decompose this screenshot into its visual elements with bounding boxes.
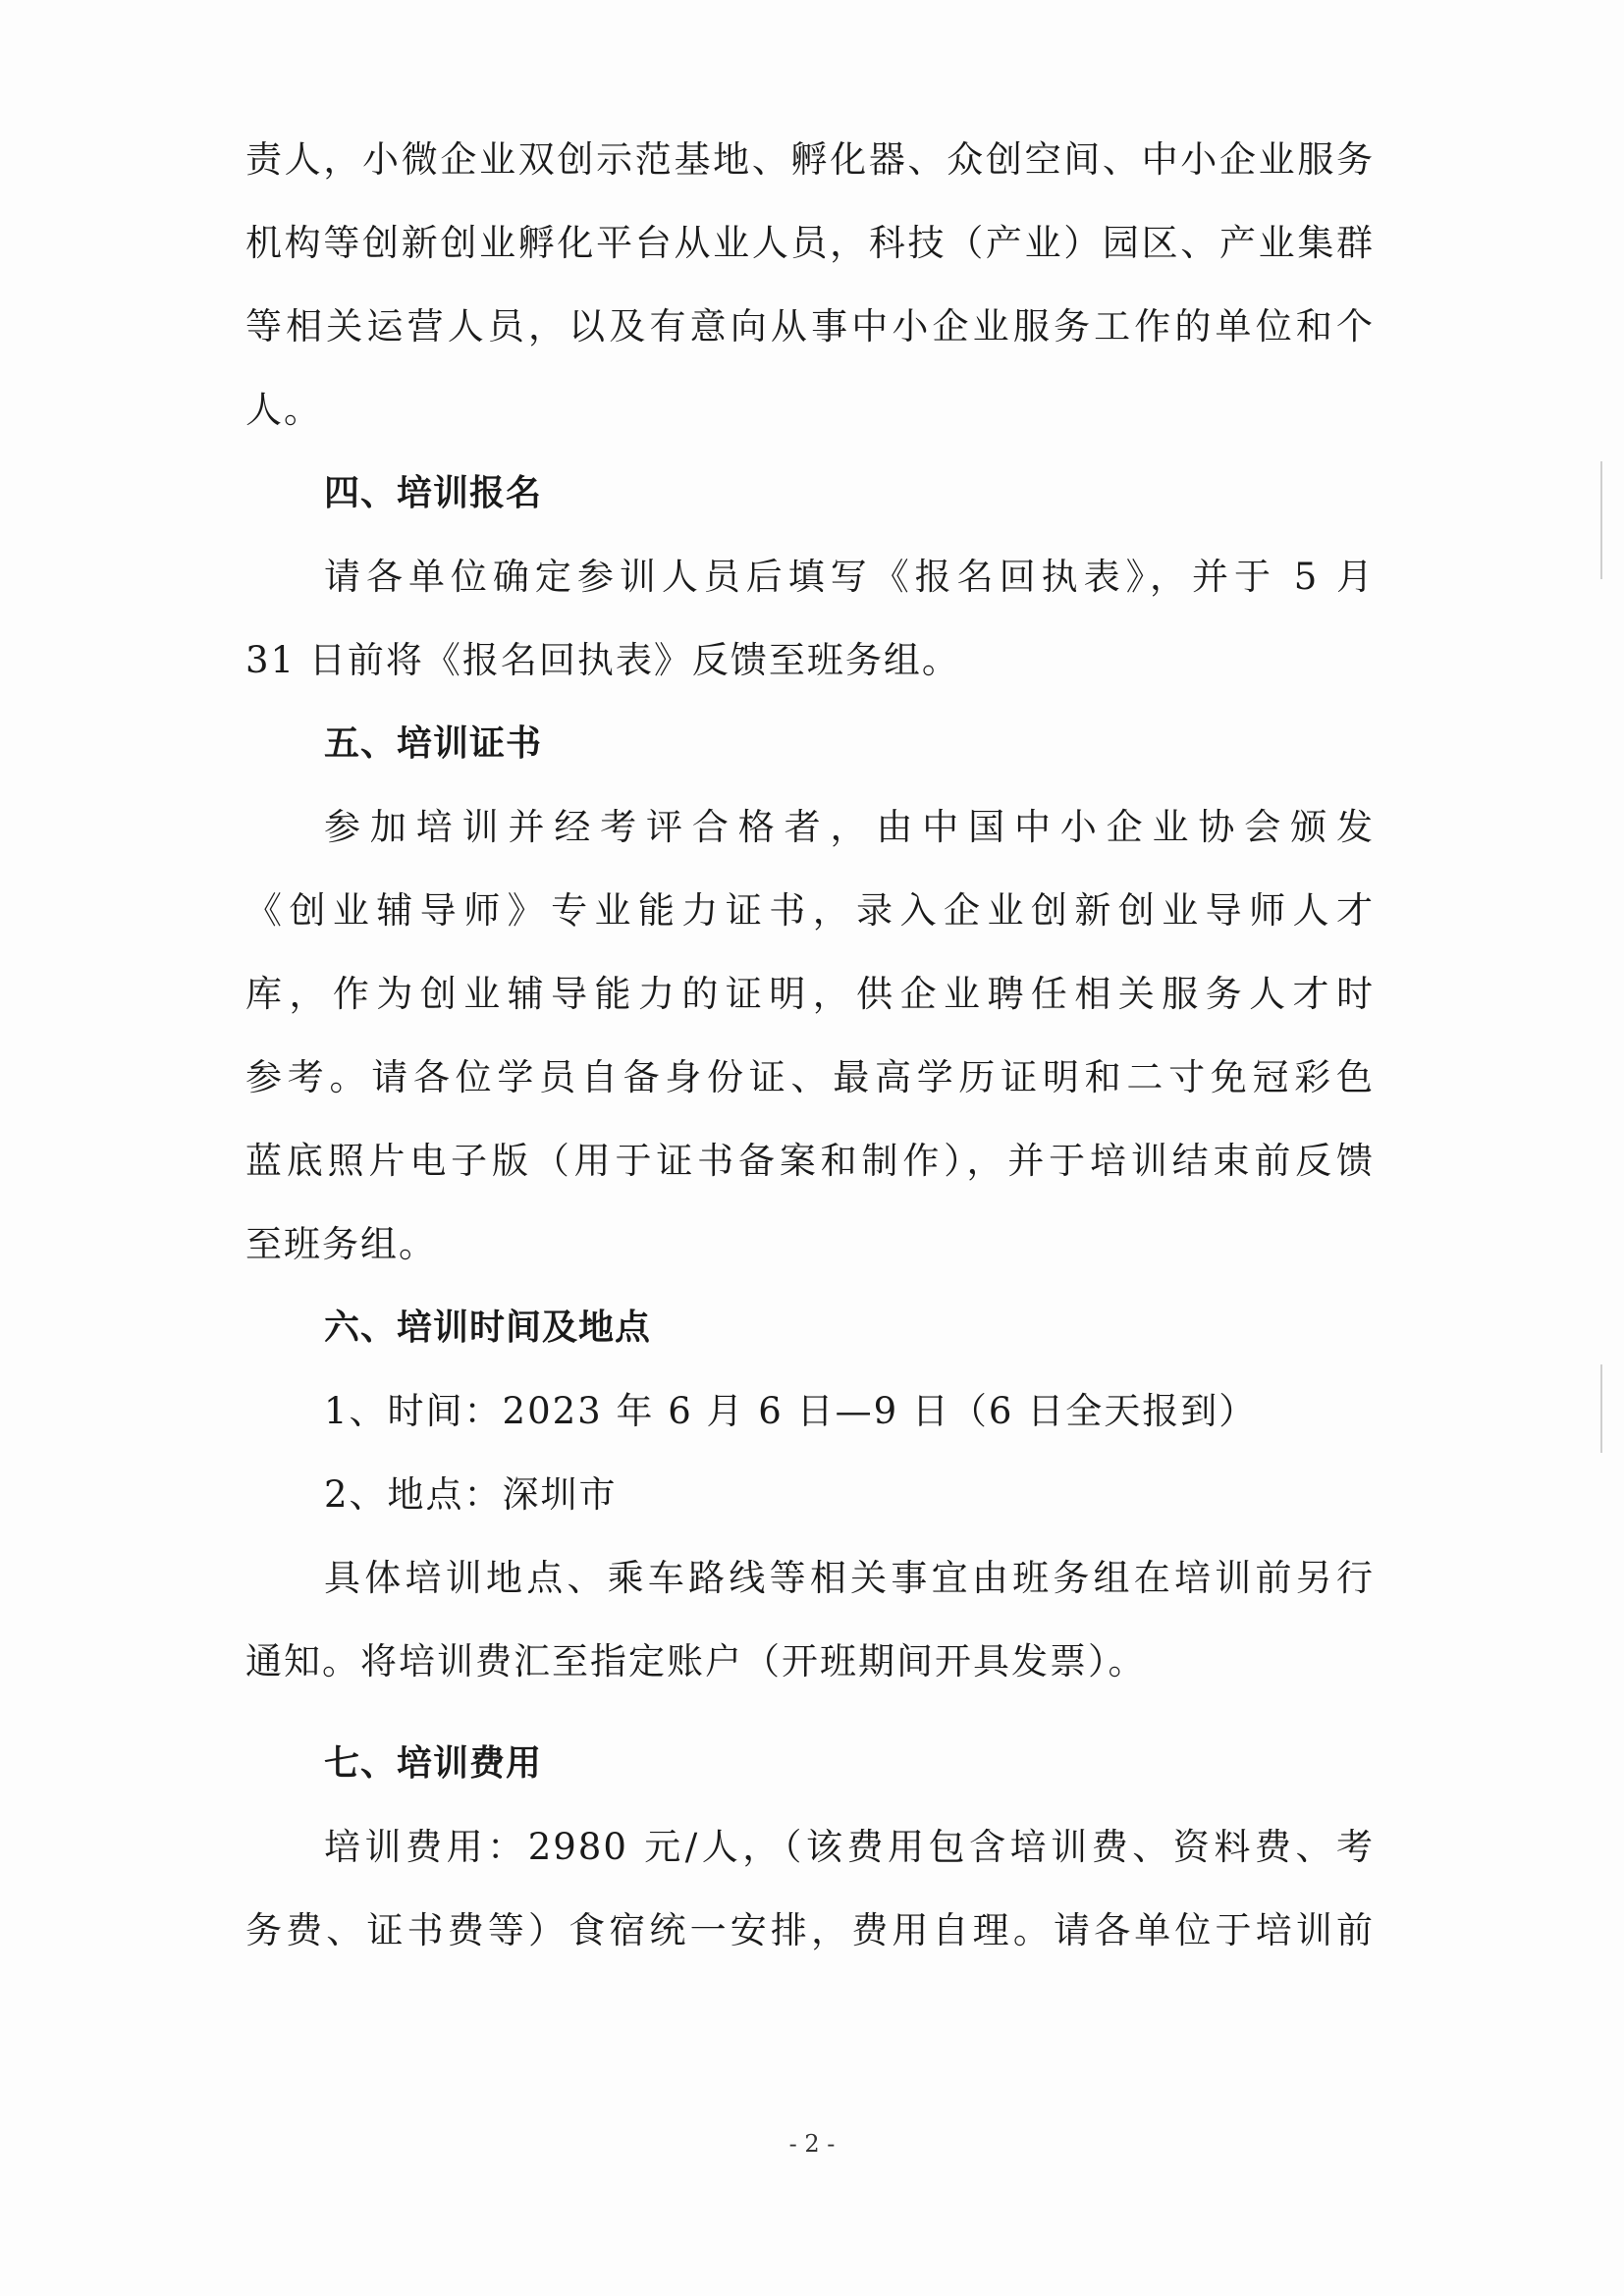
section-heading-certificate: 五、培训证书 bbox=[324, 723, 543, 764]
paragraph-line: 务费、证书费等）食宿统一安排，费用自理。请各单位于培训前 bbox=[245, 1909, 1375, 1951]
paragraph-line: 2、地点：深圳市 bbox=[324, 1473, 618, 1516]
paragraph-line: 31 日前将《报名回执表》反馈至班务组。 bbox=[245, 639, 960, 681]
paragraph-line: 具体培训地点、乘车路线等相关事宜由班务组在培训前另行 bbox=[324, 1557, 1375, 1599]
paragraph-line: 参考。请各位学员自备身份证、最高学历证明和二寸免冠彩色 bbox=[245, 1056, 1375, 1098]
paragraph-line: 人。 bbox=[245, 389, 322, 431]
paragraph-line: 库，作为创业辅导能力的证明，供企业聘任相关服务人才时 bbox=[245, 973, 1375, 1015]
paragraph-line: 机构等创新创业孵化平台从业人员，科技（产业）园区、产业集群 bbox=[245, 222, 1375, 264]
page-number: - 2 - bbox=[788, 2130, 836, 2158]
paragraph-line: 蓝底照片电子版（用于证书备案和制作），并于培训结束前反馈 bbox=[245, 1140, 1375, 1182]
paragraph-line: 至班务组。 bbox=[245, 1223, 437, 1265]
section-heading-fees: 七、培训费用 bbox=[324, 1743, 543, 1784]
paragraph-line: 责人，小微企业双创示范基地、孵化器、众创空间、中小企业服务 bbox=[245, 138, 1375, 181]
paragraph-line: 请各单位确定参训人员后填写《报名回执表》，并于 5 月 bbox=[324, 556, 1375, 598]
paragraph-line: 《创业辅导师》专业能力证书，录入企业创新创业导师人才 bbox=[245, 889, 1375, 932]
paragraph-line: 培训费用：2980 元/人，（该费用包含培训费、资料费、考 bbox=[324, 1826, 1375, 1868]
section-heading-registration: 四、培训报名 bbox=[324, 473, 543, 513]
paragraph-line: 参加培训并经考评合格者，由中国中小企业协会颁发 bbox=[324, 806, 1375, 848]
scan-edge-mark bbox=[1600, 461, 1602, 579]
section-heading-time-location: 六、培训时间及地点 bbox=[324, 1308, 652, 1348]
scan-edge-mark bbox=[1600, 1364, 1602, 1453]
paragraph-line: 1、时间：2023 年 6 月 6 日—9 日（6 日全天报到） bbox=[324, 1390, 1258, 1432]
paragraph-line: 通知。将培训费汇至指定账户（开班期间开具发票）。 bbox=[245, 1640, 1147, 1682]
paragraph-line: 等相关运营人员，以及有意向从事中小企业服务工作的单位和个 bbox=[245, 305, 1375, 347]
